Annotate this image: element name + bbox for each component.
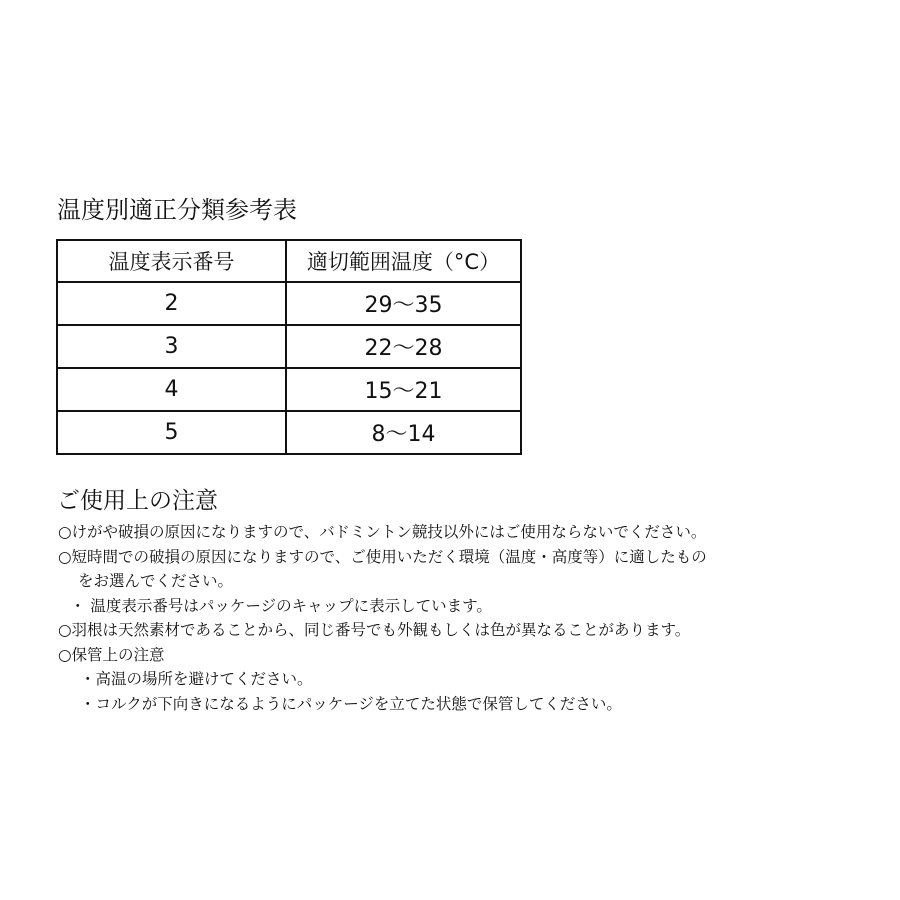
cell-range: 8～14 bbox=[286, 411, 521, 454]
header-temperature-range: 適切範囲温度（°C） bbox=[286, 240, 521, 282]
cell-range: 22～28 bbox=[286, 325, 521, 368]
header-temperature-number: 温度表示番号 bbox=[57, 240, 286, 282]
notes-title: ご使用上の注意 bbox=[57, 488, 218, 514]
cell-range: 15～21 bbox=[286, 368, 521, 411]
cell-number: 5 bbox=[57, 411, 286, 454]
note-line: ・ 温度表示番号はパッケージのキャップに表示しています。 bbox=[70, 596, 492, 615]
note-line: ○けがや破損の原因になりますので、バドミントン競技以外にはご使用ならないでください。 bbox=[58, 523, 707, 541]
table-row bbox=[57, 411, 521, 454]
cell-number: 2 bbox=[57, 282, 286, 325]
note-line: ○羽根は天然素材であることから、同じ番号でも外観もしくは色が異なることがあります。 bbox=[58, 621, 691, 639]
table-title: 温度別適正分類参考表 bbox=[57, 196, 297, 224]
table-row bbox=[57, 368, 521, 411]
note-line: をお選んでください。 bbox=[78, 572, 234, 590]
note-line: ○短時間での破損の原因になりますので、ご使用いただく環境（温度・高度等）に適したもの bbox=[58, 547, 707, 566]
cell-number: 3 bbox=[57, 325, 286, 368]
note-line: ・コルクが下向きになるようにパッケージを立てた状態で保管してください。 bbox=[80, 694, 622, 713]
cell-range: 29～35 bbox=[286, 282, 521, 325]
note-line: ・高温の場所を避けてください。 bbox=[80, 670, 313, 688]
table-row bbox=[57, 282, 521, 325]
table-header-row bbox=[57, 240, 521, 282]
table-row bbox=[57, 325, 521, 368]
cell-number: 4 bbox=[57, 368, 286, 411]
notes-list bbox=[58, 520, 888, 716]
note-line: ○保管上の注意 bbox=[58, 645, 165, 664]
temperature-reference-table bbox=[56, 239, 522, 455]
